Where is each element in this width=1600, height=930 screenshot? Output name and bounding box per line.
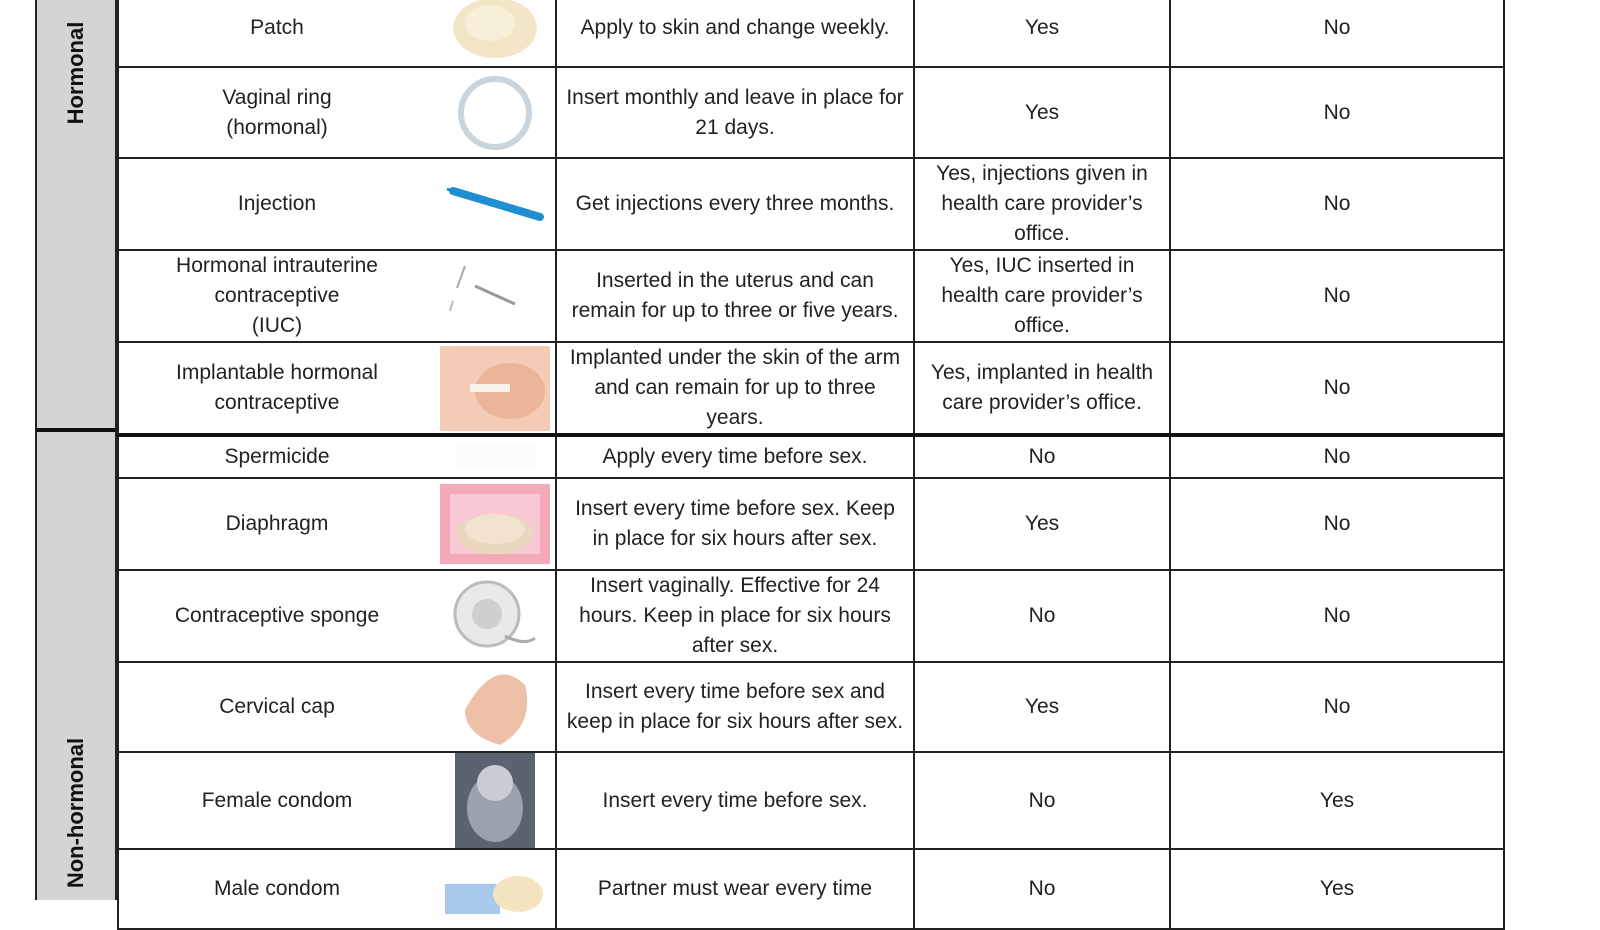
how-used-cell: Insert every time before sex and keep in place for six hours after sex. <box>556 662 914 752</box>
group-label-non-hormonal: Non-hormonal <box>63 737 88 889</box>
group-hormonal <box>35 0 117 428</box>
how-used-cell: Inserted in the uterus and can remain for up to three or five years. <box>556 250 914 342</box>
contraceptive-table <box>117 0 1505 930</box>
method-picture-cell <box>435 752 556 849</box>
method-picture-cell <box>435 250 556 342</box>
table-row <box>118 67 1504 158</box>
method-picture-cell <box>435 478 556 570</box>
sti-protection-cell: Yes <box>1170 752 1504 849</box>
sti-protection-cell: No <box>1170 342 1504 435</box>
table-row <box>118 478 1504 570</box>
table-row <box>118 158 1504 250</box>
method-picture-cell <box>435 849 556 929</box>
diaphragm-image <box>435 479 555 569</box>
provider-visit-cell: No <box>914 752 1170 849</box>
provider-visit-cell: Yes, IUC inserted in health care provider’s office. <box>914 250 1170 342</box>
method-cell: Implantable hormonal contraceptive <box>118 342 435 435</box>
method-cell: Patch <box>118 0 435 67</box>
method-picture-cell <box>435 342 556 435</box>
table-row <box>118 435 1504 478</box>
how-used-cell: Implanted under the skin of the arm and can remain for up to three years. <box>556 342 914 435</box>
male-condom-image <box>435 859 555 919</box>
how-used-cell: Partner must wear every time <box>556 849 914 929</box>
how-used-cell: Get injections every three months. <box>556 158 914 250</box>
method-cell: Diaphragm <box>118 478 435 570</box>
ring-image <box>435 73 555 153</box>
iuc-image <box>435 256 555 336</box>
method-picture-cell <box>435 67 556 158</box>
how-used-cell: Insert vaginally. Effective for 24 hours. Keep in place for six hours after sex. <box>556 570 914 662</box>
provider-visit-cell: No <box>914 435 1170 478</box>
patch-image <box>435 0 555 63</box>
method-picture-cell <box>435 158 556 250</box>
table-row <box>118 250 1504 342</box>
method-picture-cell <box>435 0 556 67</box>
method-cell: Vaginal ring (hormonal) <box>118 67 435 158</box>
table-row <box>118 849 1504 929</box>
how-used-cell: Apply to skin and change weekly. <box>556 0 914 67</box>
method-picture-cell <box>435 570 556 662</box>
provider-visit-cell: Yes <box>914 662 1170 752</box>
provider-visit-cell: Yes, implanted in health care provider’s office. <box>914 342 1170 435</box>
sti-protection-cell: No <box>1170 570 1504 662</box>
table-row <box>118 752 1504 849</box>
how-used-cell: Insert every time before sex. <box>556 752 914 849</box>
sti-protection-cell: No <box>1170 250 1504 342</box>
provider-visit-cell: No <box>914 570 1170 662</box>
method-cell: Hormonal intrauterine contraceptive (IUC) <box>118 250 435 342</box>
provider-visit-cell: Yes <box>914 478 1170 570</box>
spermicide-image <box>435 437 555 477</box>
provider-visit-cell: Yes <box>914 67 1170 158</box>
sti-protection-cell: No <box>1170 662 1504 752</box>
provider-visit-cell: Yes <box>914 0 1170 67</box>
table-row <box>118 342 1504 435</box>
sponge-image <box>435 576 555 656</box>
sti-protection-cell: No <box>1170 67 1504 158</box>
group-non-hormonal <box>35 428 117 900</box>
female-condom-image <box>435 753 555 848</box>
sti-protection-cell: No <box>1170 158 1504 250</box>
sti-protection-cell: No <box>1170 0 1504 67</box>
sti-protection-cell: No <box>1170 478 1504 570</box>
method-cell: Female condom <box>118 752 435 849</box>
sti-protection-cell: Yes <box>1170 849 1504 929</box>
syringe-image <box>435 179 555 229</box>
table-row <box>118 0 1504 67</box>
method-picture-cell <box>435 435 556 478</box>
table-row <box>118 662 1504 752</box>
how-used-cell: Insert monthly and leave in place for 21 days. <box>556 67 914 158</box>
provider-visit-cell: Yes, injections given in health care provider’s office. <box>914 158 1170 250</box>
cap-image <box>435 665 555 750</box>
table-row <box>118 570 1504 662</box>
method-cell: Injection <box>118 158 435 250</box>
implant-image <box>435 346 555 431</box>
method-cell: Contraceptive sponge <box>118 570 435 662</box>
method-cell: Spermicide <box>118 435 435 478</box>
provider-visit-cell: No <box>914 849 1170 929</box>
sti-protection-cell: No <box>1170 435 1504 478</box>
method-picture-cell <box>435 662 556 752</box>
how-used-cell: Apply every time before sex. <box>556 435 914 478</box>
how-used-cell: Insert every time before sex. Keep in place for six hours after sex. <box>556 478 914 570</box>
group-label-hormonal: Hormonal <box>63 21 88 125</box>
method-cell: Cervical cap <box>118 662 435 752</box>
method-cell: Male condom <box>118 849 435 929</box>
